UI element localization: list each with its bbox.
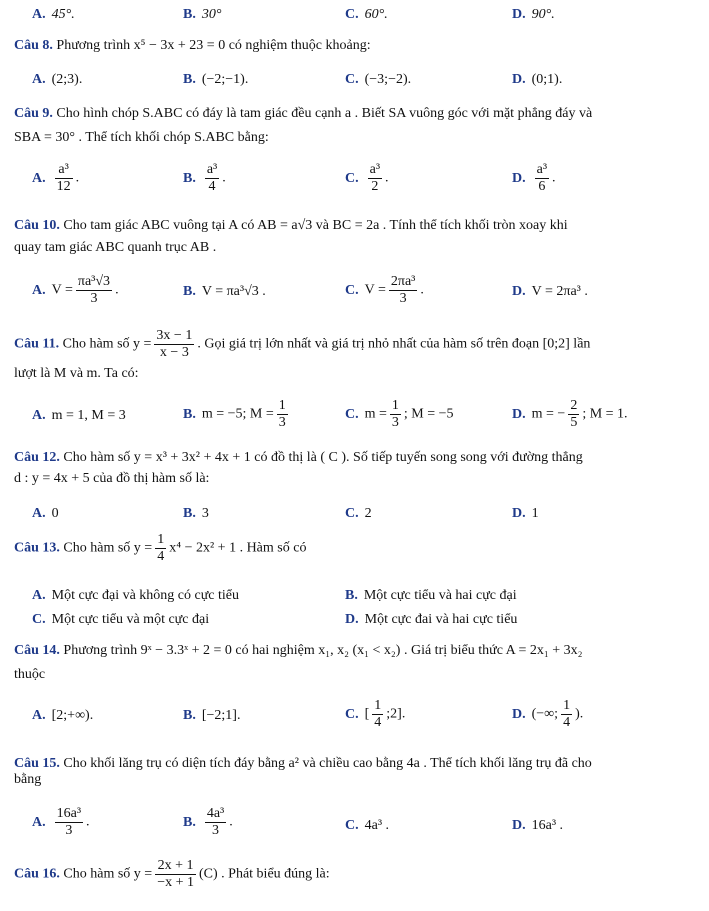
question-12-cont: d : y = 4x + 5 của đồ thị hàm số là: xyxy=(14,471,210,486)
question-11-cont: lượt là M và m. Ta có: xyxy=(14,366,139,381)
q15-option-c: C. 4a³ . xyxy=(345,818,390,833)
question-14-cont: thuộc xyxy=(14,667,46,682)
q8-option-a: A. (2;3). xyxy=(32,72,83,87)
question-9: Câu 9. Cho hình chóp S.ABC có đáy là tam giác đều cạnh a . Biết SA vuông góc với mặt phẳng đáy và xyxy=(14,106,593,121)
question-10: Câu 10. Cho tam giác ABC vuông tại A có AB = a√3 và BC = 2a . Tính thể tích khối tròn xoay khi xyxy=(14,218,568,233)
q15-option-b: B. $\frac{\text{4a³}}{3}$ . xyxy=(183,806,233,838)
q10-option-d: D. V = 2πa³ . xyxy=(512,284,588,299)
q9-option-d: D. $\frac{\text{a³}}{6}$ . xyxy=(512,162,556,194)
q12-option-d: D. 1 xyxy=(512,506,539,521)
question-13: Câu 13. Cho hàm số y = $\frac{1}{4}$ x⁴ − 2x² + 1 . Hàm số có xyxy=(14,532,307,564)
q12-option-a: A. 0 xyxy=(32,506,59,521)
q15-option-a: A. $\frac{\text{16a³}}{3}$ . xyxy=(32,806,90,838)
q8-option-c: C. (−3;−2). xyxy=(345,72,412,87)
top-option-b: B. 30° xyxy=(183,7,222,22)
question-8: Câu 8. Phương trình x⁵ − 3x + 23 = 0 có nghiệm thuộc khoảng: xyxy=(14,38,371,53)
q13-option-c: C. Một cực tiểu và một cực đại xyxy=(32,612,210,627)
q12-option-c: C. 2 xyxy=(345,506,372,521)
question-16: Câu 16. Cho hàm số y = $\frac{2x + 1}{-x + 1}$ (C) . Phát biểu đúng là: xyxy=(14,858,330,890)
q13-option-a: A. Một cực đại và không có cực tiểu xyxy=(32,588,240,603)
q15-option-d: D. 16a³ . xyxy=(512,818,564,833)
question-11: Câu 11. Cho hàm số y = $\frac{3x - 1}{x - 3}$ . Gọi giá trị lớn nhất và giá trị nhỏ nhất của hàm số trên đoạn [0;2] lần xyxy=(14,328,591,360)
q10-option-a: A. V = $\frac{\text{πa³√3}}{3}$ . xyxy=(32,274,119,306)
question-15-cont: bằng xyxy=(14,772,42,787)
q12-option-b: B. 3 xyxy=(183,506,209,521)
q8-option-d: D. (0;1). xyxy=(512,72,563,87)
q11-option-c: C. m = $\frac{1}{3}$ ; M = −5 xyxy=(345,398,454,430)
q14-option-b: B. [−2;1]. xyxy=(183,708,241,723)
q14-option-a: A. [2;+∞). xyxy=(32,708,94,723)
question-14: Câu 14. Phương trình 9ˣ − 3.3ˣ + 2 = 0 có hai nghiệm x₁, x₂ (x₁ < x₂) . Giá trị biểu thức A = 2x₁ + 3x₂ xyxy=(14,643,583,658)
q9-option-a: A. $\frac{\text{a³}}{12}$ . xyxy=(32,162,80,194)
q8-option-b: B. (−2;−1). xyxy=(183,72,249,87)
q14-option-d: D. (−∞; $\frac{1}{4}$ ). xyxy=(512,698,584,730)
q11-option-a: A. m = 1, M = 3 xyxy=(32,408,126,423)
question-12: Câu 12. Cho hàm số y = x³ + 3x² + 4x + 1 có đồ thị là ( C ). Số tiếp tuyến song song với đường thẳng xyxy=(14,450,583,465)
q13-option-d: D. Một cực đai và hai cực tiểu xyxy=(345,612,518,627)
q14-option-c: C. [ $\frac{1}{4}$ ;2]. xyxy=(345,698,406,730)
q9-option-c: C. $\frac{\text{a³}}{2}$ . xyxy=(345,162,389,194)
q10-option-c: C. V = $\frac{\text{2πa³}}{3}$ . xyxy=(345,274,424,306)
top-option-c: C. 60°. xyxy=(345,7,388,22)
q13-option-b: B. Một cực tiểu và hai cực đại xyxy=(345,588,517,603)
q11-option-b: B. m = −5; M = $\frac{1}{3}$ xyxy=(183,398,286,430)
q9-option-b: B. $\frac{\text{a³}}{4}$ . xyxy=(183,162,226,194)
top-option-a: A. 45°. xyxy=(32,7,75,22)
question-10-cont: quay tam giác ABC quanh trục AB . xyxy=(14,240,217,255)
question-9-cont: SBA = 30° . Thể tích khối chóp S.ABC bằng: xyxy=(14,130,269,145)
q10-option-b: B. V = πa³√3 . xyxy=(183,284,266,299)
question-15: Câu 15. Cho khối lăng trụ có diện tích đáy bằng a² và chiều cao bằng 4a . Thể tích khối lăng trụ đã cho xyxy=(14,756,592,771)
top-option-d: D. 90°. xyxy=(512,7,555,22)
q11-option-d: D. m = − $\frac{2}{5}$ ; M = 1. xyxy=(512,398,628,430)
